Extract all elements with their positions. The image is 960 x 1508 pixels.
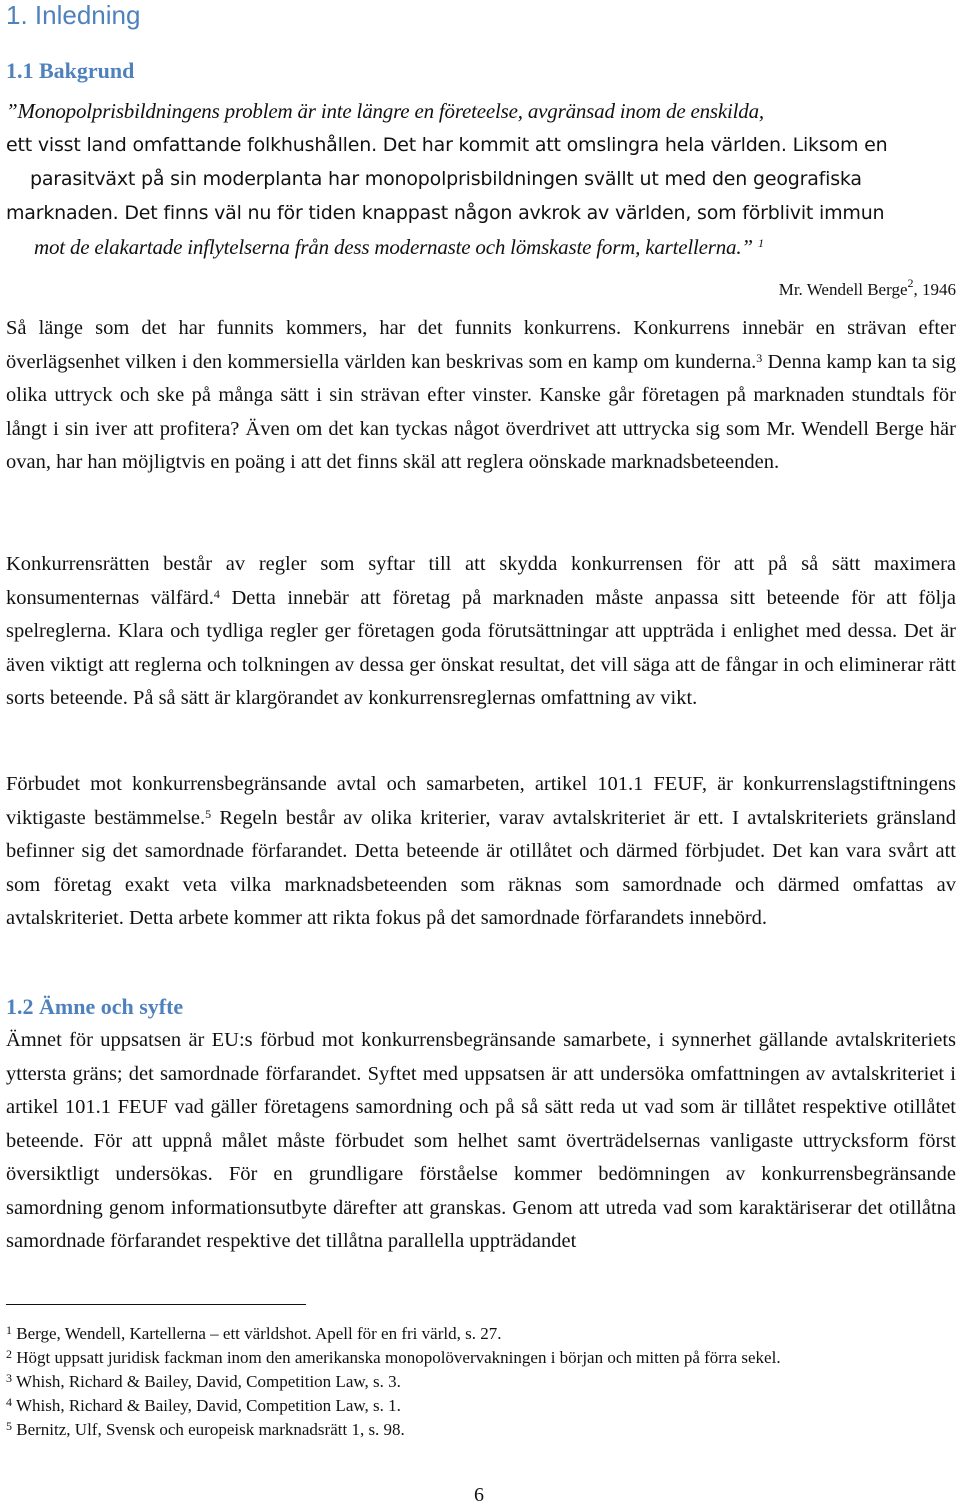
footnote-ref: 2 [907, 276, 914, 290]
footnote [6, 1418, 956, 1442]
footnote [6, 1370, 956, 1394]
footnote-number: 4 [6, 1395, 12, 1409]
attribution-name: Mr. Wendell Berge [778, 280, 908, 299]
section-heading-bakgrund: 1.1 Bakgrund [6, 58, 135, 83]
quote-attribution [778, 276, 956, 300]
chapter-heading: 1. Inledning [6, 0, 141, 30]
footnote-ref: 5 [205, 806, 212, 821]
paragraph-amne: Ämnet för uppsatsen är EU:s förbud mot konkurrensbegränsande samarbete, i synnerhet gällande avtalskriteriets yttersta gräns; det samordnade förfarandet. Syftet med uppsatsen är att undersöka omfattningen av avtalskriteriet i artikel 101.1 FEUF vad gäller företagens samordning och på så sätt reda ut vad som är tillåtet respektive otillåtet beteende. För att uppnå målet måste förbudet som helhet samt överträdelsernas vanligaste uttrycksform först översiktligt undersökas. För en grundligare förståelse kommer bedömningen av konkurrensbegränsande samordning genom informationsutbyte därefter att granskas. Genom att utreda vad som karaktäriserar det otillåtna samordnade förfarandet respektive det tillåtna parallella uppträdandet [6, 1029, 956, 1252]
footnote-ref: 3 [756, 350, 763, 365]
footnote-number: 1 [6, 1323, 12, 1337]
paragraph-text: Denna kamp kan ta sig olika uttryck och ske på många sätt i sin strävan efter vinster. Kanske går företagen på marknaden stundtals för långt i sin iver att profitera? Även om det kan tyckas något överdrivet att uttrycka sig som Mr. Wendell Berge här ovan, har han möjligtvis en poäng i att det finns skäl att reglera oönskade marknadsbeteenden. [6, 350, 956, 473]
footnote-text: Berge, Wendell, Kartellerna – ett världshot. Apell för en fri värld, s. 27. [12, 1324, 502, 1343]
quote-line: marknaden. Det finns väl nu för tiden knappast någon avkrok av världen, som förblivit immun [6, 202, 885, 224]
footnote-text: Whish, Richard & Bailey, David, Competition Law, s. 1. [12, 1396, 401, 1415]
paragraph-konkurrens [6, 312, 956, 480]
footnote-number: 2 [6, 1347, 12, 1361]
paragraph-text: Regeln består av olika kriterier, varav avtalskriteriet är ett. I avtalskriteriets gränsland befinner sig det samordnade förfarandet. Detta beteende är otillåtet och därmed förbjudet. Det kan vara svårt att som företag exakt veta vilka marknadsbeteenden som räknas som samordnade och därmed omfattas av avtalskriteriet. Detta arbete kommer att rikta fokus på det samordnade förfarandets innebörd. [6, 806, 957, 929]
quote-line: mot de elakartade inflytelserna från dess modernaste och lömskaste form, kartellerna.” [34, 235, 753, 259]
footnote [6, 1394, 956, 1418]
quote-line: parasitväxt på sin moderplanta har monopolprisbildningen svällt ut med den geografiska [30, 168, 862, 190]
epigraph-quote [6, 94, 956, 264]
paragraph-forbudet [6, 768, 956, 936]
footnote-text: Bernitz, Ulf, Svensk och europeisk marknadsrätt 1, s. 98. [12, 1420, 405, 1439]
paragraph-text: Konkurrensrätten består av regler som syftar till att skydda konkurrensen för att på så sätt maximera konsumenternas välfärd. [6, 553, 956, 609]
footnote-divider [6, 1304, 306, 1305]
paragraph-text: Detta innebär att företag på marknaden måste anpassa sitt beteende för att följa spelreglerna. Klara och tydliga regler ger företagen goda förutsättningar att uppträda i enlighet med dessa. Det är även viktigt att reglerna och tolkningen av dessa ger önskat resultat, det vill säga att de fångar in och eliminerar rätt sorts beteende. På så sätt är klargörandet av konkurrensreglernas omfattning av vikt. [6, 586, 956, 709]
footnote-number: 3 [6, 1371, 12, 1385]
paragraph-text: Så länge som det har funnits kommers, har det funnits konkurrens. Konkurrens innebär en strävan efter överlägsenhet vilken i den kommersiella världen kan beskrivas som en kamp om kunderna. [6, 317, 956, 373]
footnotes [6, 1322, 956, 1442]
footnote-ref: 4 [213, 586, 220, 601]
footnote-text: Högt uppsatt juridisk fackman inom den amerikanska monopolövervakningen i början och mitten på förra sekel. [12, 1348, 781, 1367]
quote-line: ett visst land omfattande folkhushållen. Det har kommit att omslingra hela världen. Liksom en [6, 134, 888, 156]
footnote [6, 1346, 956, 1370]
paragraph-text: Förbudet mot konkurrensbegränsande avtal och samarbeten, artikel 101.1 FEUF, är konkurrenslagstiftningens viktigaste bestämmelse. [6, 773, 956, 829]
footnote-ref: 1 [757, 236, 764, 250]
quote-line: ”Monopolprisbildningens problem är inte längre en företeelse, avgränsad inom de enskilda, [6, 99, 764, 123]
footnote [6, 1322, 956, 1346]
footnote-number: 5 [6, 1419, 12, 1433]
section-heading-amne: 1.2 Ämne och syfte [6, 994, 184, 1019]
footnote-text: Whish, Richard & Bailey, David, Competition Law, s. 3. [12, 1372, 401, 1391]
page-number: 6 [474, 1484, 484, 1506]
attribution-year: , 1946 [913, 280, 956, 299]
paragraph-konkurrensratten [6, 548, 956, 716]
